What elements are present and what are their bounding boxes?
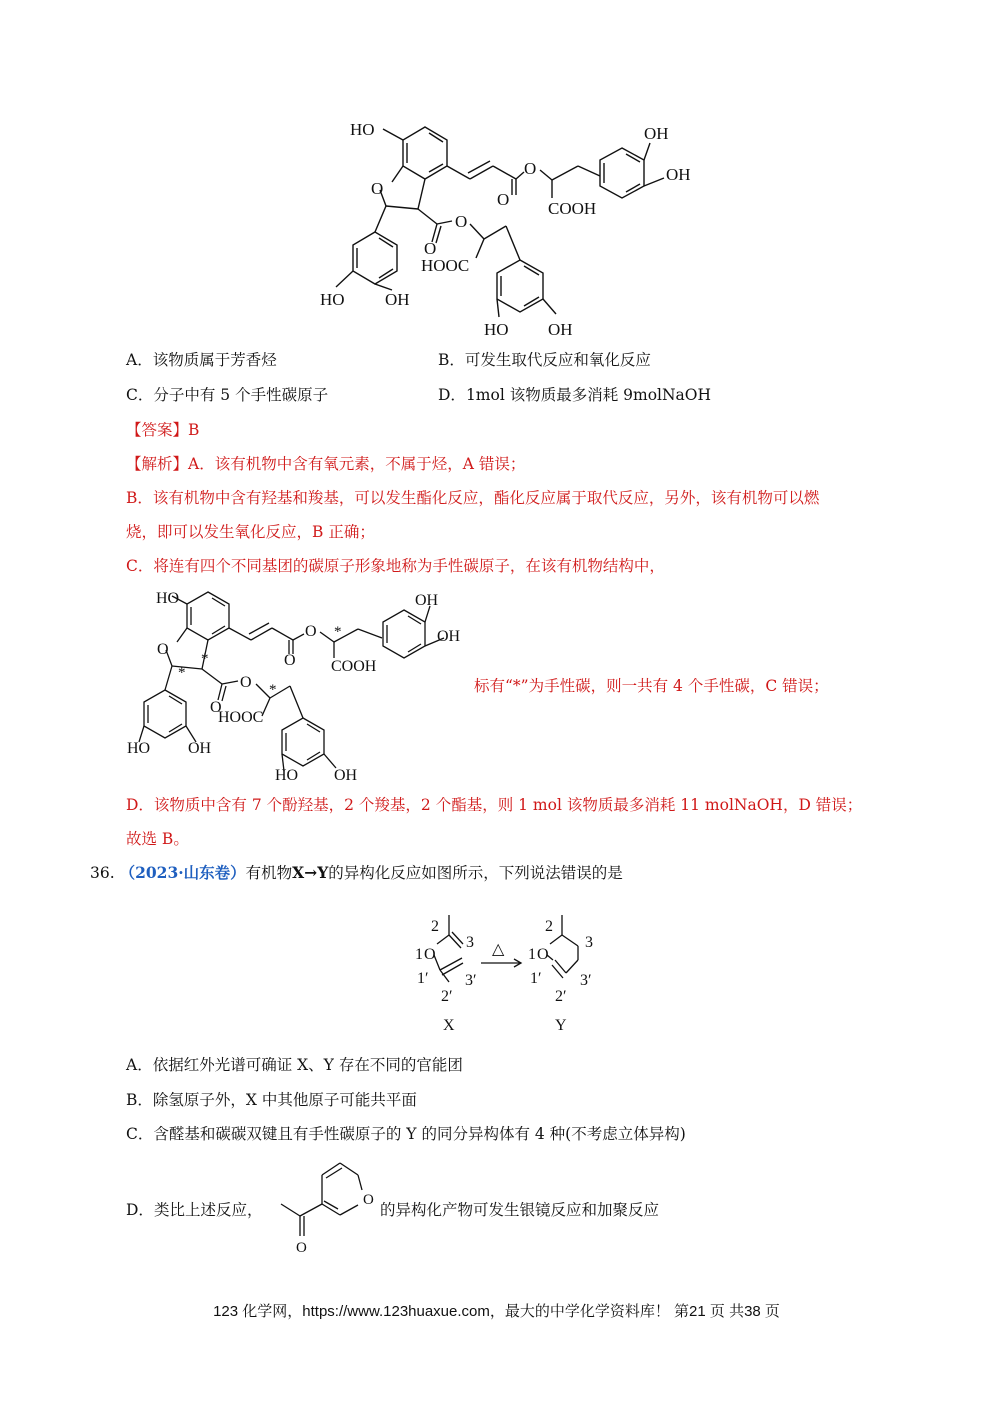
answer-line: 【答案】B	[126, 421, 200, 439]
label-y: Y	[555, 1017, 567, 1034]
label-cooh: COOH	[548, 199, 597, 218]
label-oh: OH	[188, 740, 212, 757]
chiral-star-2: *	[178, 665, 186, 681]
label-oh: OH	[385, 290, 410, 309]
label-x: X	[443, 1017, 455, 1034]
label-o: O	[305, 623, 317, 640]
analysis-b-line1: B．该有机物中含有羟基和羧基，可以发生酯化反应，酯化反应属于取代反应，另外，该有机物可以燃	[126, 489, 820, 507]
question-number: 36.	[90, 864, 115, 882]
label-o: O	[497, 190, 510, 209]
label-o: O	[284, 652, 296, 669]
atom-o: O	[537, 946, 549, 963]
label-o: O	[455, 212, 468, 231]
chiral-star-4: *	[269, 682, 277, 698]
atom-number-3p: 3′	[580, 972, 592, 989]
label-o: O	[240, 674, 252, 691]
q36-option-a: A．依据红外光谱可确证 X、Y 存在不同的官能团	[126, 1056, 463, 1074]
label-oh: OH	[548, 320, 573, 339]
conclusion: 故选 B。	[126, 830, 189, 848]
chiral-star-3: *	[201, 651, 209, 667]
q36-option-d-post: 的异构化产物可发生银镜反应和加聚反应	[380, 1201, 660, 1219]
analysis-a: 【解析】A．该有机物中含有氧元素，不属于烃，A 错误；	[126, 455, 526, 473]
atom-number-2p: 2′	[441, 988, 453, 1005]
atom-o: O	[424, 946, 436, 963]
label-hooc: HOOC	[218, 709, 264, 726]
label-oh: OH	[437, 628, 461, 645]
analysis-d: D．该物质中含有 7 个酚羟基，2 个羧基，2 个酯基，则 1 mol 该物质最多消耗 11 molNaOH，D 错误；	[126, 796, 863, 814]
atom-number-2p: 2′	[555, 988, 567, 1005]
label-ho: HO	[127, 740, 151, 757]
option-a: A．该物质属于芳香烃	[126, 351, 277, 369]
analysis-c-note: 标有“*”为手性碳，则一共有 4 个手性碳，C 错误；	[474, 677, 829, 695]
option-c: C．分子中有 5 个手性碳原子	[126, 386, 329, 404]
label-o: O	[371, 179, 384, 198]
atom-number-3: 3	[466, 934, 474, 951]
chiral-star-1: *	[334, 624, 342, 640]
analysis-b-line2: 烧，即可以发生氧化反应，B 正确；	[126, 523, 375, 541]
heat-symbol: △	[492, 941, 505, 958]
label-ho: HO	[484, 320, 509, 339]
label-o: O	[424, 239, 437, 258]
question-36-stem: 36. （2023·山东卷）有机物X→Y的异构化反应如图所示，下列说法错误的是	[90, 863, 623, 882]
label-oh: OH	[666, 165, 691, 184]
option-b: B．可发生取代反应和氧化反应	[438, 351, 651, 369]
label-hooc: HOOC	[421, 256, 470, 275]
label-o: O	[157, 641, 169, 658]
label-ho: HO	[156, 590, 180, 607]
q36-option-d-pre: D．类比上述反应，	[126, 1201, 263, 1219]
label-oh: OH	[415, 592, 439, 609]
analysis-c: C．将连有四个不同基团的碳原子形象地称为手性碳原子，在该有机物结构中，	[126, 557, 665, 575]
atom-o: O	[296, 1240, 307, 1256]
label-oh: OH	[644, 124, 669, 143]
atom-number-1: 1	[415, 946, 423, 963]
page-footer: 123 化学网，https://www.123huaxue.com，最大的中学化学资料库！ 第21 页 共38 页	[213, 1303, 780, 1320]
atom-number-3: 3	[585, 934, 593, 951]
atom-number-2: 2	[431, 918, 439, 935]
label-ho: HO	[320, 290, 345, 309]
atom-number-1: 1	[528, 946, 536, 963]
label-ho: HO	[275, 767, 299, 784]
atom-number-1p: 1′	[417, 970, 429, 987]
label-oh: OH	[334, 767, 358, 784]
option-d: D．1mol 该物质最多消耗 9molNaOH	[438, 386, 712, 404]
label-o: O	[524, 159, 537, 178]
label-ho: HO	[350, 120, 375, 139]
atom-number-2: 2	[545, 918, 553, 935]
q36-option-b: B．除氢原子外，X 中其他原子可能共平面	[126, 1091, 417, 1109]
atom-o: O	[363, 1192, 374, 1208]
q36-option-c: C．含醛基和碳碳双键且有手性碳原子的 Y 的同分异构体有 4 种(不考虑立体异构)	[126, 1125, 686, 1143]
label-cooh: COOH	[331, 658, 377, 675]
atom-number-3p: 3′	[465, 972, 477, 989]
atom-number-1p: 1′	[530, 970, 542, 987]
label-o: O	[210, 699, 222, 716]
question-source: （2023·山东卷）	[119, 863, 246, 882]
